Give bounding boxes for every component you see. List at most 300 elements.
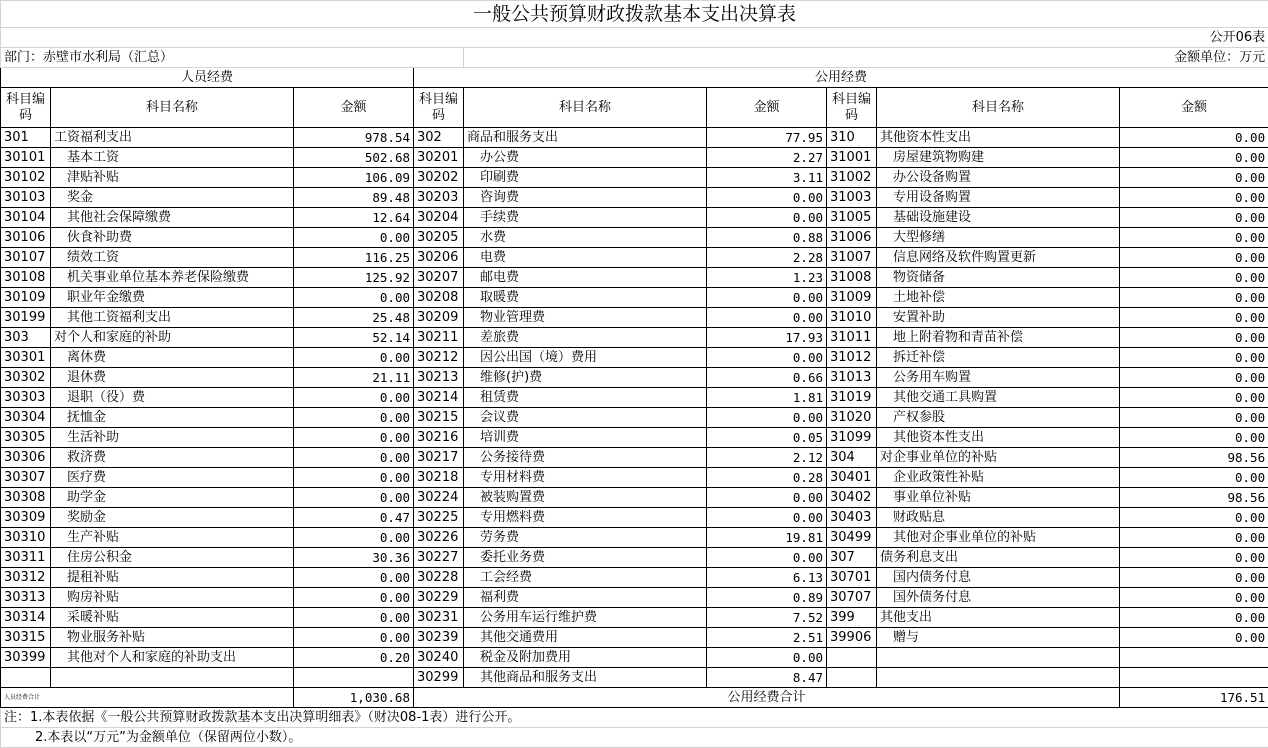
personnel-amount-cell: 116.25 bbox=[294, 248, 414, 268]
public-other-code-cell: 31002 bbox=[827, 168, 877, 188]
public-other-code-cell: 304 bbox=[827, 448, 877, 468]
public-goods-code-cell: 30231 bbox=[414, 608, 464, 628]
public-goods-amount-cell: 0.00 bbox=[707, 648, 827, 668]
personnel-code-cell: 30312 bbox=[1, 568, 51, 588]
personnel-amount-cell: 0.00 bbox=[294, 448, 414, 468]
personnel-name-cell: 物业服务补贴 bbox=[51, 628, 294, 648]
public-goods-code-cell: 30204 bbox=[414, 208, 464, 228]
public-other-amount-cell: 0.00 bbox=[1120, 608, 1268, 628]
public-goods-amount-cell: 17.93 bbox=[707, 328, 827, 348]
public-goods-code-cell: 30205 bbox=[414, 228, 464, 248]
public-goods-amount-cell: 2.28 bbox=[707, 248, 827, 268]
note-2: 2.本表以“万元”为金额单位（保留两位小数）。 bbox=[1, 728, 1268, 748]
personnel-code-cell: 30308 bbox=[1, 488, 51, 508]
public-goods-amount-cell: 0.00 bbox=[707, 288, 827, 308]
personnel-name-cell: 离休费 bbox=[51, 348, 294, 368]
table-row bbox=[1, 488, 1268, 508]
public-other-amount-cell: 0.00 bbox=[1120, 188, 1268, 208]
public-goods-name-cell: 培训费 bbox=[464, 428, 707, 448]
public-goods-amount-cell: 0.00 bbox=[707, 348, 827, 368]
public-other-amount-cell: 0.00 bbox=[1120, 408, 1268, 428]
personnel-name-cell: 机关事业单位基本养老保险缴费 bbox=[51, 268, 294, 288]
public-goods-amount-cell: 0.88 bbox=[707, 228, 827, 248]
personnel-code-cell: 30303 bbox=[1, 388, 51, 408]
personnel-code-cell bbox=[1, 668, 51, 688]
public-other-name-cell: 国内债务付息 bbox=[877, 568, 1120, 588]
public-other-name-cell: 财政贴息 bbox=[877, 508, 1120, 528]
public-other-amount-cell: 0.00 bbox=[1120, 428, 1268, 448]
public-goods-code-cell: 30216 bbox=[414, 428, 464, 448]
table-row bbox=[1, 128, 1268, 148]
public-total-value: 176.51 bbox=[1120, 688, 1268, 708]
personnel-name-cell: 奖金 bbox=[51, 188, 294, 208]
personnel-amount-cell bbox=[294, 668, 414, 688]
public-goods-name-cell: 取暖费 bbox=[464, 288, 707, 308]
public-other-amount-cell: 0.00 bbox=[1120, 368, 1268, 388]
public-goods-amount-cell: 19.81 bbox=[707, 528, 827, 548]
personnel-code-cell: 30101 bbox=[1, 148, 51, 168]
public-other-amount-cell: 0.00 bbox=[1120, 628, 1268, 648]
public-other-name-cell: 赠与 bbox=[877, 628, 1120, 648]
public-other-name-cell: 基础设施建设 bbox=[877, 208, 1120, 228]
amount-header: 金额 bbox=[707, 88, 827, 128]
public-goods-amount-cell: 0.00 bbox=[707, 508, 827, 528]
public-other-code-cell: 31008 bbox=[827, 268, 877, 288]
table-row bbox=[1, 508, 1268, 528]
personnel-code-cell: 30301 bbox=[1, 348, 51, 368]
personnel-name-cell: 住房公积金 bbox=[51, 548, 294, 568]
personnel-name-cell: 其他社会保障缴费 bbox=[51, 208, 294, 228]
public-goods-amount-cell: 7.52 bbox=[707, 608, 827, 628]
public-other-name-cell bbox=[877, 648, 1120, 668]
personnel-name-cell: 基本工资 bbox=[51, 148, 294, 168]
table-row bbox=[1, 328, 1268, 348]
public-goods-amount-cell: 77.95 bbox=[707, 128, 827, 148]
table-row bbox=[1, 208, 1268, 228]
public-goods-code-cell: 30208 bbox=[414, 288, 464, 308]
table-row bbox=[1, 568, 1268, 588]
table-row bbox=[1, 168, 1268, 188]
public-goods-name-cell: 其他商品和服务支出 bbox=[464, 668, 707, 688]
public-goods-code-cell: 30213 bbox=[414, 368, 464, 388]
public-other-amount-cell: 0.00 bbox=[1120, 128, 1268, 148]
table-row bbox=[1, 268, 1268, 288]
personnel-code-cell: 30309 bbox=[1, 508, 51, 528]
personnel-amount-cell: 0.00 bbox=[294, 228, 414, 248]
public-goods-code-cell: 30239 bbox=[414, 628, 464, 648]
public-goods-code-cell: 30299 bbox=[414, 668, 464, 688]
public-goods-amount-cell: 0.00 bbox=[707, 408, 827, 428]
public-other-amount-cell: 0.00 bbox=[1120, 388, 1268, 408]
table-row bbox=[1, 348, 1268, 368]
public-goods-code-cell: 30227 bbox=[414, 548, 464, 568]
public-other-code-cell: 30701 bbox=[827, 568, 877, 588]
public-goods-name-cell: 物业管理费 bbox=[464, 308, 707, 328]
personnel-amount-cell: 106.09 bbox=[294, 168, 414, 188]
public-goods-amount-cell: 0.00 bbox=[707, 208, 827, 228]
public-goods-name-cell: 委托业务费 bbox=[464, 548, 707, 568]
public-other-code-cell bbox=[827, 668, 877, 688]
public-goods-amount-cell: 0.00 bbox=[707, 188, 827, 208]
public-goods-amount-cell: 8.47 bbox=[707, 668, 827, 688]
personnel-amount-cell: 502.68 bbox=[294, 148, 414, 168]
amount-header: 金额 bbox=[1120, 88, 1268, 128]
personnel-code-cell: 30306 bbox=[1, 448, 51, 468]
public-other-code-cell: 31009 bbox=[827, 288, 877, 308]
public-other-name-cell: 事业单位补贴 bbox=[877, 488, 1120, 508]
public-goods-name-cell: 税金及附加费用 bbox=[464, 648, 707, 668]
personnel-amount-cell: 125.92 bbox=[294, 268, 414, 288]
personnel-amount-cell: 0.47 bbox=[294, 508, 414, 528]
personnel-amount-cell: 21.11 bbox=[294, 368, 414, 388]
public-goods-amount-cell: 0.89 bbox=[707, 588, 827, 608]
public-other-name-cell: 物资储备 bbox=[877, 268, 1120, 288]
public-goods-amount-cell: 2.12 bbox=[707, 448, 827, 468]
public-goods-name-cell: 商品和服务支出 bbox=[464, 128, 707, 148]
public-goods-name-cell: 其他交通费用 bbox=[464, 628, 707, 648]
personnel-amount-cell: 0.00 bbox=[294, 608, 414, 628]
public-other-amount-cell: 0.00 bbox=[1120, 328, 1268, 348]
personnel-code-cell: 30314 bbox=[1, 608, 51, 628]
public-other-amount-cell bbox=[1120, 668, 1268, 688]
table-row bbox=[1, 448, 1268, 468]
public-other-amount-cell: 0.00 bbox=[1120, 228, 1268, 248]
personnel-code-cell: 30109 bbox=[1, 288, 51, 308]
personnel-code-cell: 30108 bbox=[1, 268, 51, 288]
public-goods-name-cell: 劳务费 bbox=[464, 528, 707, 548]
note-1: 注：1.本表依据《一般公共预算财政拨款基本支出决算明细表》（财决08-1表）进行公开。 bbox=[1, 708, 1268, 728]
public-goods-amount-cell: 0.66 bbox=[707, 368, 827, 388]
public-goods-amount-cell: 0.00 bbox=[707, 548, 827, 568]
table-row bbox=[1, 148, 1268, 168]
personnel-amount-cell: 0.00 bbox=[294, 628, 414, 648]
public-other-amount-cell: 0.00 bbox=[1120, 468, 1268, 488]
personnel-code-cell: 30315 bbox=[1, 628, 51, 648]
public-other-amount-cell: 0.00 bbox=[1120, 308, 1268, 328]
personnel-code-cell: 30103 bbox=[1, 188, 51, 208]
public-other-code-cell: 31012 bbox=[827, 348, 877, 368]
personnel-code-cell: 30311 bbox=[1, 548, 51, 568]
personnel-code-cell: 301 bbox=[1, 128, 51, 148]
public-other-code-cell: 31010 bbox=[827, 308, 877, 328]
public-goods-code-cell: 30209 bbox=[414, 308, 464, 328]
public-other-amount-cell: 0.00 bbox=[1120, 248, 1268, 268]
public-other-code-cell: 31020 bbox=[827, 408, 877, 428]
public-other-code-cell: 31001 bbox=[827, 148, 877, 168]
personnel-amount-cell: 0.00 bbox=[294, 468, 414, 488]
table-row bbox=[1, 368, 1268, 388]
public-other-code-cell: 31006 bbox=[827, 228, 877, 248]
public-other-amount-cell: 0.00 bbox=[1120, 208, 1268, 228]
public-total-label: 公用经费合计 bbox=[414, 688, 1120, 708]
amount-header: 金额 bbox=[294, 88, 414, 128]
public-goods-code-cell: 30212 bbox=[414, 348, 464, 368]
public-other-name-cell: 地上附着物和青苗补偿 bbox=[877, 328, 1120, 348]
personnel-amount-cell: 30.36 bbox=[294, 548, 414, 568]
personnel-total-label: 人员经费合计 bbox=[1, 688, 294, 708]
public-goods-amount-cell: 0.00 bbox=[707, 488, 827, 508]
public-other-code-cell: 30499 bbox=[827, 528, 877, 548]
public-other-name-cell: 其他对企事业单位的补贴 bbox=[877, 528, 1120, 548]
public-goods-amount-cell: 3.11 bbox=[707, 168, 827, 188]
personnel-amount-cell: 0.00 bbox=[294, 568, 414, 588]
table-row bbox=[1, 288, 1268, 308]
table-row bbox=[1, 228, 1268, 248]
public-other-code-cell: 399 bbox=[827, 608, 877, 628]
personnel-amount-cell: 0.00 bbox=[294, 428, 414, 448]
public-other-name-cell: 企业政策性补贴 bbox=[877, 468, 1120, 488]
personnel-name-cell: 工资福利支出 bbox=[51, 128, 294, 148]
public-section-header: 公用经费 bbox=[414, 68, 1268, 88]
personnel-code-cell: 30102 bbox=[1, 168, 51, 188]
table-row bbox=[1, 648, 1268, 668]
table-row bbox=[1, 428, 1268, 448]
public-other-amount-cell: 0.00 bbox=[1120, 588, 1268, 608]
name-header: 科目名称 bbox=[464, 88, 707, 128]
public-other-name-cell: 公务用车购置 bbox=[877, 368, 1120, 388]
public-goods-name-cell: 被装购置费 bbox=[464, 488, 707, 508]
public-other-code-cell: 31003 bbox=[827, 188, 877, 208]
public-other-code-cell: 30707 bbox=[827, 588, 877, 608]
public-other-amount-cell: 0.00 bbox=[1120, 148, 1268, 168]
personnel-amount-cell: 52.14 bbox=[294, 328, 414, 348]
table-row bbox=[1, 188, 1268, 208]
public-goods-code-cell: 30203 bbox=[414, 188, 464, 208]
public-other-name-cell: 对企事业单位的补贴 bbox=[877, 448, 1120, 468]
table-row bbox=[1, 408, 1268, 428]
public-goods-name-cell: 福利费 bbox=[464, 588, 707, 608]
personnel-amount-cell: 12.64 bbox=[294, 208, 414, 228]
public-goods-name-cell: 专用燃料费 bbox=[464, 508, 707, 528]
public-goods-amount-cell: 0.00 bbox=[707, 308, 827, 328]
public-goods-code-cell: 30211 bbox=[414, 328, 464, 348]
personnel-section-header: 人员经费 bbox=[1, 68, 414, 88]
table-number: 公开06表 bbox=[1, 28, 1268, 48]
public-goods-name-cell: 印刷费 bbox=[464, 168, 707, 188]
public-goods-code-cell: 302 bbox=[414, 128, 464, 148]
public-other-name-cell: 土地补偿 bbox=[877, 288, 1120, 308]
public-other-name-cell: 房屋建筑物购建 bbox=[877, 148, 1120, 168]
table-row bbox=[1, 668, 1268, 688]
public-goods-code-cell: 30215 bbox=[414, 408, 464, 428]
personnel-name-cell: 抚恤金 bbox=[51, 408, 294, 428]
personnel-name-cell: 职业年金缴费 bbox=[51, 288, 294, 308]
personnel-name-cell: 奖励金 bbox=[51, 508, 294, 528]
public-other-name-cell: 专用设备购置 bbox=[877, 188, 1120, 208]
public-goods-code-cell: 30225 bbox=[414, 508, 464, 528]
public-goods-amount-cell: 0.28 bbox=[707, 468, 827, 488]
personnel-name-cell: 提租补贴 bbox=[51, 568, 294, 588]
personnel-name-cell: 绩效工资 bbox=[51, 248, 294, 268]
personnel-name-cell: 购房补贴 bbox=[51, 588, 294, 608]
personnel-name-cell: 对个人和家庭的补助 bbox=[51, 328, 294, 348]
name-header: 科目名称 bbox=[51, 88, 294, 128]
table-row bbox=[1, 528, 1268, 548]
public-other-name-cell bbox=[877, 668, 1120, 688]
public-other-code-cell: 31011 bbox=[827, 328, 877, 348]
personnel-name-cell: 助学金 bbox=[51, 488, 294, 508]
public-other-name-cell: 办公设备购置 bbox=[877, 168, 1120, 188]
public-goods-name-cell: 专用材料费 bbox=[464, 468, 707, 488]
personnel-name-cell: 伙食补助费 bbox=[51, 228, 294, 248]
public-other-name-cell: 产权参股 bbox=[877, 408, 1120, 428]
public-other-code-cell: 31013 bbox=[827, 368, 877, 388]
public-goods-code-cell: 30240 bbox=[414, 648, 464, 668]
public-goods-code-cell: 30228 bbox=[414, 568, 464, 588]
public-goods-name-cell: 租赁费 bbox=[464, 388, 707, 408]
public-goods-code-cell: 30229 bbox=[414, 588, 464, 608]
personnel-code-cell: 30305 bbox=[1, 428, 51, 448]
personnel-name-cell: 退休费 bbox=[51, 368, 294, 388]
public-goods-name-cell: 差旅费 bbox=[464, 328, 707, 348]
personnel-name-cell: 生活补助 bbox=[51, 428, 294, 448]
public-goods-name-cell: 因公出国（境）费用 bbox=[464, 348, 707, 368]
personnel-name-cell: 生产补贴 bbox=[51, 528, 294, 548]
public-other-amount-cell: 0.00 bbox=[1120, 168, 1268, 188]
personnel-name-cell: 采暖补贴 bbox=[51, 608, 294, 628]
public-goods-name-cell: 工会经费 bbox=[464, 568, 707, 588]
public-goods-code-cell: 30202 bbox=[414, 168, 464, 188]
public-goods-name-cell: 手续费 bbox=[464, 208, 707, 228]
personnel-code-cell: 30106 bbox=[1, 228, 51, 248]
personnel-amount-cell: 0.00 bbox=[294, 588, 414, 608]
personnel-code-cell: 30310 bbox=[1, 528, 51, 548]
personnel-code-cell: 30107 bbox=[1, 248, 51, 268]
public-goods-code-cell: 30206 bbox=[414, 248, 464, 268]
public-other-code-cell: 31099 bbox=[827, 428, 877, 448]
table-row bbox=[1, 548, 1268, 568]
public-goods-code-cell: 30214 bbox=[414, 388, 464, 408]
personnel-name-cell: 其他对个人和家庭的补助支出 bbox=[51, 648, 294, 668]
personnel-code-cell: 30307 bbox=[1, 468, 51, 488]
public-other-code-cell: 310 bbox=[827, 128, 877, 148]
public-other-name-cell: 拆迁补偿 bbox=[877, 348, 1120, 368]
public-goods-code-cell: 30218 bbox=[414, 468, 464, 488]
public-other-code-cell: 307 bbox=[827, 548, 877, 568]
public-other-amount-cell bbox=[1120, 648, 1268, 668]
personnel-code-cell: 30199 bbox=[1, 308, 51, 328]
table-row bbox=[1, 628, 1268, 648]
public-other-code-cell: 31005 bbox=[827, 208, 877, 228]
department-label: 部门：赤壁市水利局（汇总） bbox=[1, 48, 464, 68]
code-header: 科目编码 bbox=[1, 88, 51, 128]
public-other-name-cell: 其他支出 bbox=[877, 608, 1120, 628]
public-goods-name-cell: 会议费 bbox=[464, 408, 707, 428]
public-goods-amount-cell: 2.51 bbox=[707, 628, 827, 648]
public-goods-name-cell: 办公费 bbox=[464, 148, 707, 168]
table-row bbox=[1, 308, 1268, 328]
public-goods-name-cell: 公务用车运行维护费 bbox=[464, 608, 707, 628]
public-goods-amount-cell: 0.05 bbox=[707, 428, 827, 448]
report-title: 一般公共预算财政拨款基本支出决算表 bbox=[1, 1, 1268, 28]
personnel-amount-cell: 0.20 bbox=[294, 648, 414, 668]
public-goods-code-cell: 30217 bbox=[414, 448, 464, 468]
public-other-name-cell: 安置补助 bbox=[877, 308, 1120, 328]
personnel-name-cell: 其他工资福利支出 bbox=[51, 308, 294, 328]
personnel-name-cell bbox=[51, 668, 294, 688]
public-other-amount-cell: 98.56 bbox=[1120, 488, 1268, 508]
code-header: 科目编码 bbox=[827, 88, 877, 128]
public-other-amount-cell: 98.56 bbox=[1120, 448, 1268, 468]
public-other-amount-cell: 0.00 bbox=[1120, 568, 1268, 588]
public-goods-name-cell: 咨询费 bbox=[464, 188, 707, 208]
table-row bbox=[1, 608, 1268, 628]
public-other-code-cell: 30403 bbox=[827, 508, 877, 528]
public-other-amount-cell: 0.00 bbox=[1120, 508, 1268, 528]
public-other-amount-cell: 0.00 bbox=[1120, 348, 1268, 368]
public-goods-amount-cell: 1.81 bbox=[707, 388, 827, 408]
public-other-code-cell bbox=[827, 648, 877, 668]
public-goods-amount-cell: 1.23 bbox=[707, 268, 827, 288]
personnel-amount-cell: 978.54 bbox=[294, 128, 414, 148]
personnel-code-cell: 30399 bbox=[1, 648, 51, 668]
public-other-code-cell: 30402 bbox=[827, 488, 877, 508]
public-other-amount-cell: 0.00 bbox=[1120, 268, 1268, 288]
personnel-name-cell: 医疗费 bbox=[51, 468, 294, 488]
public-goods-code-cell: 30201 bbox=[414, 148, 464, 168]
personnel-total-value: 1,030.68 bbox=[294, 688, 414, 708]
public-other-code-cell: 39906 bbox=[827, 628, 877, 648]
public-other-name-cell: 其他交通工具购置 bbox=[877, 388, 1120, 408]
table-row bbox=[1, 388, 1268, 408]
public-other-code-cell: 30401 bbox=[827, 468, 877, 488]
public-goods-name-cell: 维修(护)费 bbox=[464, 368, 707, 388]
personnel-code-cell: 30302 bbox=[1, 368, 51, 388]
personnel-amount-cell: 0.00 bbox=[294, 488, 414, 508]
personnel-name-cell: 救济费 bbox=[51, 448, 294, 468]
personnel-amount-cell: 89.48 bbox=[294, 188, 414, 208]
table-row bbox=[1, 468, 1268, 488]
public-other-name-cell: 大型修缮 bbox=[877, 228, 1120, 248]
personnel-amount-cell: 25.48 bbox=[294, 308, 414, 328]
personnel-amount-cell: 0.00 bbox=[294, 528, 414, 548]
public-other-name-cell: 信息网络及软件购置更新 bbox=[877, 248, 1120, 268]
public-other-amount-cell: 0.00 bbox=[1120, 548, 1268, 568]
personnel-name-cell: 退职（役）费 bbox=[51, 388, 294, 408]
public-goods-amount-cell: 2.27 bbox=[707, 148, 827, 168]
name-header: 科目名称 bbox=[877, 88, 1120, 128]
personnel-amount-cell: 0.00 bbox=[294, 388, 414, 408]
personnel-code-cell: 30304 bbox=[1, 408, 51, 428]
public-goods-name-cell: 水费 bbox=[464, 228, 707, 248]
public-goods-name-cell: 公务接待费 bbox=[464, 448, 707, 468]
public-goods-name-cell: 邮电费 bbox=[464, 268, 707, 288]
public-other-amount-cell: 0.00 bbox=[1120, 528, 1268, 548]
personnel-amount-cell: 0.00 bbox=[294, 408, 414, 428]
personnel-name-cell: 津贴补贴 bbox=[51, 168, 294, 188]
public-goods-code-cell: 30224 bbox=[414, 488, 464, 508]
table-row bbox=[1, 588, 1268, 608]
personnel-amount-cell: 0.00 bbox=[294, 288, 414, 308]
public-other-code-cell: 31019 bbox=[827, 388, 877, 408]
personnel-amount-cell: 0.00 bbox=[294, 348, 414, 368]
personnel-code-cell: 303 bbox=[1, 328, 51, 348]
personnel-code-cell: 30313 bbox=[1, 588, 51, 608]
personnel-code-cell: 30104 bbox=[1, 208, 51, 228]
public-other-name-cell: 国外债务付息 bbox=[877, 588, 1120, 608]
public-other-code-cell: 31007 bbox=[827, 248, 877, 268]
table-row bbox=[1, 248, 1268, 268]
public-other-name-cell: 债务利息支出 bbox=[877, 548, 1120, 568]
public-goods-code-cell: 30207 bbox=[414, 268, 464, 288]
public-goods-amount-cell: 6.13 bbox=[707, 568, 827, 588]
unit-label: 金额单位：万元 bbox=[464, 48, 1268, 68]
public-goods-code-cell: 30226 bbox=[414, 528, 464, 548]
public-other-amount-cell: 0.00 bbox=[1120, 288, 1268, 308]
public-other-name-cell: 其他资本性支出 bbox=[877, 128, 1120, 148]
public-other-name-cell: 其他资本性支出 bbox=[877, 428, 1120, 448]
public-goods-name-cell: 电费 bbox=[464, 248, 707, 268]
